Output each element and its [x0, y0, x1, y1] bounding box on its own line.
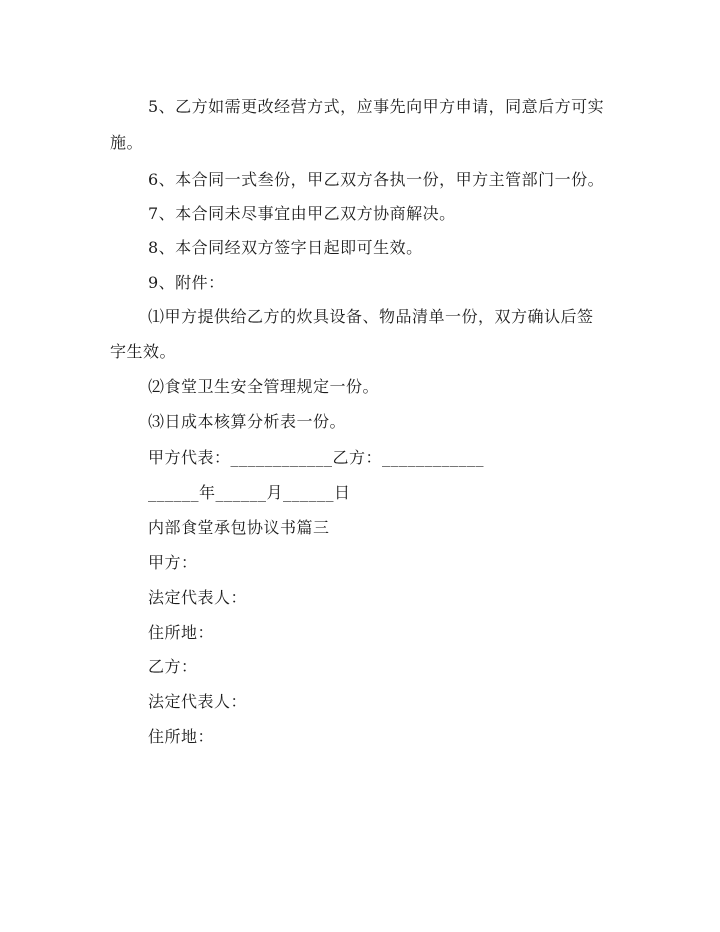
attachment-3: ⑶日成本核算分析表一份。: [148, 412, 347, 431]
signature-line: 甲方代表：____________乙方：____________: [148, 448, 485, 467]
party-b-label: 乙方：: [148, 657, 198, 676]
clause-5-line-1: 5、乙方如需更改经营方式，应事先向甲方申请，同意后方可实: [148, 97, 605, 116]
clause-5-line-2: 施。: [110, 133, 144, 152]
party-b-address-label: 住所地：: [148, 727, 215, 746]
clause-6: 6、本合同一式叁份，甲乙双方各执一份，甲方主管部门一份。: [148, 170, 605, 189]
attachment-1-line-2: 字生效。: [110, 342, 177, 361]
section-title: 内部食堂承包协议书篇三: [148, 518, 330, 537]
party-a-address-label: 住所地：: [148, 623, 215, 642]
clause-7: 7、本合同未尽事宜由甲乙双方协商解决。: [148, 204, 456, 223]
party-a-label: 甲方：: [148, 553, 198, 572]
clause-9-heading: 9、附件：: [148, 273, 225, 292]
party-b-legal-rep-label: 法定代表人：: [148, 692, 248, 711]
date-line: ______年______月______日: [148, 483, 351, 502]
clause-8: 8、本合同经双方签字日起即可生效。: [148, 238, 423, 257]
attachment-2: ⑵食堂卫生安全管理规定一份。: [148, 377, 380, 396]
party-a-legal-rep-label: 法定代表人：: [148, 588, 248, 607]
attachment-1-line-1: ⑴甲方提供给乙方的炊具设备、物品清单一份，双方确认后签: [148, 307, 594, 326]
